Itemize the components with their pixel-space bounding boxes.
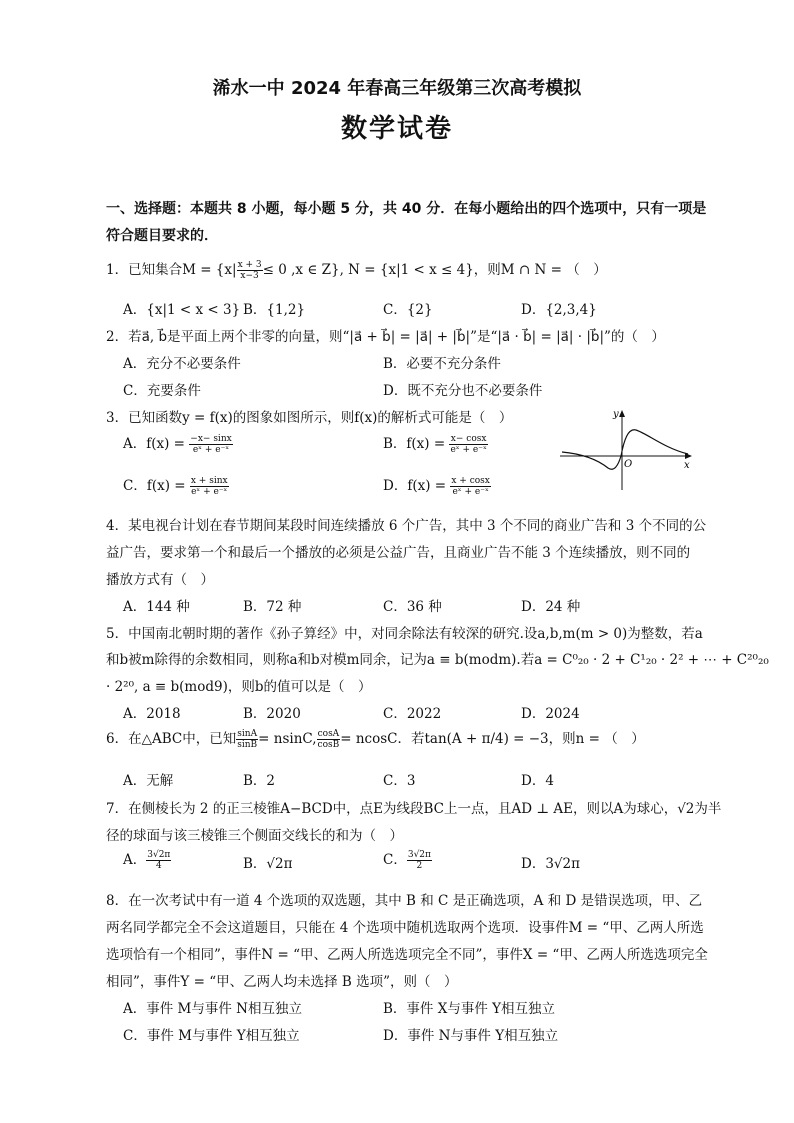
q8-option-b: B．事件 X与事件 Y相互独立	[383, 1001, 556, 1017]
q4-stem-line2: 益广告，要求第一个和最后一个播放的必须是公益广告，且商业广告不能 3 个连续播放，则不同的	[106, 545, 691, 561]
exam-school-title: 浠水一中 2024 年春高三年级第三次高考模拟	[212, 78, 582, 99]
q3-d-fraction	[450, 476, 491, 497]
q8-stem-line4: 相同”，事件Y = “甲、乙两人均未选择 B 选项”，则（ ）	[106, 974, 458, 990]
q7-a-den: 4	[155, 861, 162, 871]
q6-option-b: B．2	[243, 773, 276, 789]
q2-stem: 2．若a⃗, b⃗是平面上两个非零的向量，则“|a⃗ + b⃗| = |a⃗| + |b⃗|”是“|a⃗ · b⃗| = |a⃗| · |b⃗|”的（ ）	[106, 329, 665, 345]
q8-option-d: D．事件 N与事件 Y相互独立	[383, 1028, 559, 1044]
q8-stem-line1: 8．在一次考试中有一道 4 个选项的双选题，其中 B 和 C 是正确选项，A 和 D 是错误选项，甲、乙	[106, 893, 703, 909]
q2-option-b: B．必要不充分条件	[383, 356, 501, 372]
q7-stem-line1: 7．在侧棱长为 2 的正三棱锥A−BCD中，点E为线段BC上一点，且AD ⊥ AE，则以A为球心，√2为半	[106, 801, 722, 817]
q1-option-d: D．{2,3,4}	[521, 302, 597, 318]
q3-b-fraction	[449, 434, 487, 455]
q4-option-c: C．36 种	[383, 599, 442, 615]
q7-c-num: 3√2π	[407, 850, 431, 860]
q7-stem-line2: 径的球面与该三棱锥三个侧面交线长的和为（ ）	[106, 828, 403, 844]
exam-subject-title: 数学试卷	[340, 114, 453, 144]
q4-option-a: A．144 种	[123, 599, 190, 615]
q5-option-b: B．2020	[243, 706, 301, 722]
q6-stem-pre: 6．在△ABC中，已知	[106, 731, 237, 747]
q3-c-den: eˣ + e⁻ˣ	[191, 487, 228, 497]
q1-stem-post: ≤ 0 ,x ∈ Z}, N = {x|1 < x ≤ 4}，则M ∩ N = （ ）	[262, 262, 607, 278]
q7-option-c	[383, 848, 432, 871]
q6-option-c: C．3	[383, 773, 416, 789]
q7-option-d: D．3√2π	[521, 856, 580, 872]
q3-c-fraction	[190, 476, 229, 497]
q4-option-b: B．72 种	[243, 599, 302, 615]
q7-c-fraction	[407, 850, 432, 871]
q3-a-label: A．f(x) =	[123, 436, 185, 452]
q2-option-c: C．充要条件	[123, 383, 201, 399]
q3-option-b	[383, 432, 488, 455]
q3-function-graph	[556, 404, 696, 494]
q1-frac-den: x−3	[240, 271, 259, 281]
q8-stem-line2: 两名同学都完全不会这道题目，只能在 4 个选项中随机选取两个选项．设事件M = “甲、乙两人所选	[106, 920, 704, 936]
q6-f2-num: cosA	[317, 729, 340, 739]
q6-f2-den: cosB	[317, 740, 340, 750]
q5-stem-line3: · 2²⁰, a ≡ b(mod9)，则b的值可以是（ ）	[106, 679, 372, 695]
q6-fraction-2	[317, 729, 341, 750]
q3-stem: 3．已知函数y = f(x)的图象如图所示，则f(x)的解析式可能是（ ）	[106, 410, 513, 426]
q7-option-a	[123, 848, 171, 871]
q2-option-a: A．充分不必要条件	[123, 356, 241, 372]
graph-origin-label: O	[624, 459, 633, 470]
q7-a-fraction	[146, 850, 171, 871]
q1-option-b: B．{1,2}	[243, 302, 306, 318]
q3-b-num: x− cosx	[450, 434, 487, 444]
q3-a-den: eˣ + e⁻ˣ	[192, 445, 230, 455]
q5-stem-line2: 和b被m除得的余数相同，则称a和b对模m同余，记为a ≡ b(modm).若a = C⁰₂₀ · 2 + C¹₂₀ · 2² + ⋯ + C²⁰₂₀	[106, 652, 769, 668]
q3-option-d	[383, 474, 491, 497]
q4-stem-line1: 4．某电视台计划在春节期间某段时间连续播放 6 个广告，其中 3 个不同的商业广告和 3 个不同的公	[106, 518, 707, 534]
q2-option-d: D．既不充分也不必要条件	[383, 383, 543, 399]
q7-c-label: C．	[383, 852, 407, 868]
q5-option-a: A．2018	[123, 706, 181, 722]
q6-stem	[106, 727, 645, 750]
q5-stem-line1: 5．中国南北朝时期的著作《孙子算经》中，对同余除法有较深的研究.设a,b,m(m > 0)为整数，若a	[106, 626, 703, 642]
q6-fraction-1	[236, 729, 258, 750]
q3-b-den: eˣ + e⁻ˣ	[450, 445, 487, 455]
q6-f1-num: sinA	[237, 729, 258, 739]
q6-option-d: D．4	[521, 773, 554, 789]
q3-a-fraction	[189, 434, 232, 455]
q7-c-den: 2	[416, 861, 423, 871]
q1-stem-pre: 1．已知集合M = {x|	[106, 262, 237, 278]
q6-stem-post: = ncosC．若tan(A + π/4) = −3，则n = （ ）	[340, 731, 645, 747]
q3-a-num: −x− sinx	[190, 434, 232, 444]
q1-fraction	[237, 260, 263, 281]
q7-a-label: A．	[123, 852, 147, 868]
q3-c-num: x + sinx	[190, 476, 228, 486]
q3-c-label: C．f(x) =	[123, 478, 186, 494]
q4-stem-line3: 播放方式有（ ）	[106, 572, 214, 588]
q3-d-den: eˣ + e⁻ˣ	[452, 487, 489, 497]
q7-option-b: B．√2π	[243, 856, 293, 872]
q3-b-label: B．f(x) =	[383, 436, 446, 452]
q6-stem-mid: = nsinC,	[258, 731, 317, 747]
q1-option-a: A．{x|1 < x < 3}	[123, 302, 241, 318]
q8-option-c: C．事件 M与事件 Y相互独立	[123, 1028, 300, 1044]
q3-option-a	[123, 432, 233, 455]
graph-y-arrow	[619, 410, 625, 417]
q1-frac-num: x + 3	[237, 260, 262, 270]
q5-option-c: C．2022	[383, 706, 442, 722]
q6-option-a: A．无解	[123, 773, 174, 789]
q1-option-c: C．{2}	[383, 302, 433, 318]
q3-d-num: x + cosx	[451, 476, 490, 486]
graph-y-label: y	[613, 409, 619, 420]
q3-d-label: D．f(x) =	[383, 478, 447, 494]
q4-option-d: D．24 种	[521, 599, 581, 615]
q8-stem-line3: 选项恰有一个相同”，事件N = “甲、乙两人所选选项完全不同”，事件X = “甲、乙两人所选选项完全	[106, 947, 708, 963]
q8-option-a: A．事件 M与事件 N相互独立	[123, 1001, 302, 1017]
q1-stem	[106, 258, 607, 281]
graph-x-label: x	[684, 460, 690, 471]
q7-a-num: 3√2π	[147, 850, 171, 860]
q6-f1-den: sinB	[237, 740, 258, 750]
section-heading: 一、选择题：本题共 8 小题，每小题 5 分，共 40 分．在每小题给出的四个选项中，只有一项是符合题目要求的．	[106, 201, 707, 244]
q3-option-c	[123, 474, 229, 497]
q5-option-d: D．2024	[521, 706, 580, 722]
